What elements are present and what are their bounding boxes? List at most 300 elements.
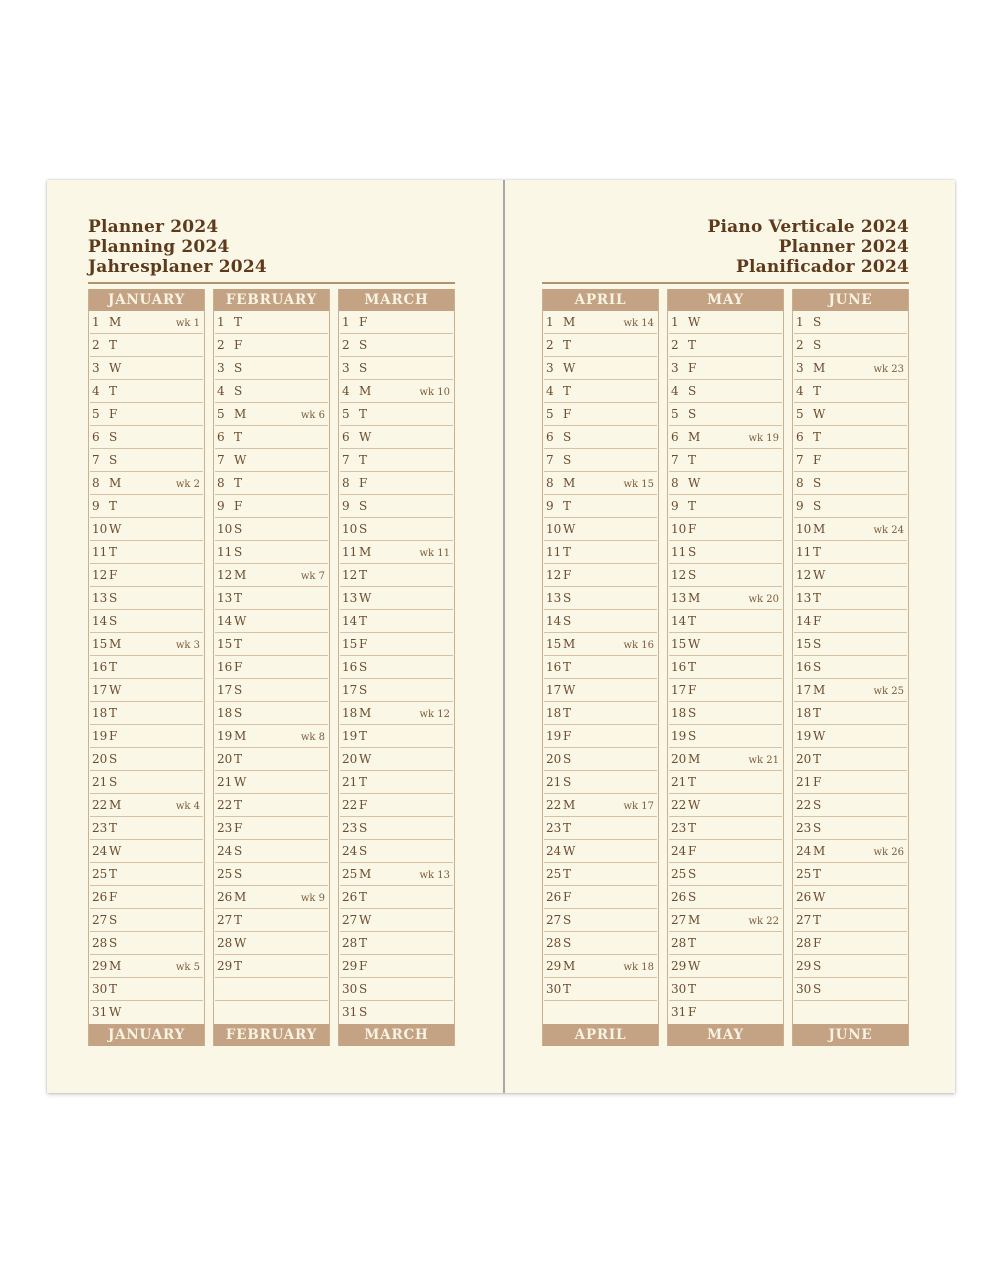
day-letter: T — [109, 821, 118, 835]
day-row — [214, 817, 329, 840]
week-number: wk 5 — [175, 962, 200, 973]
day-letter: S — [813, 476, 822, 490]
day-row — [793, 840, 908, 863]
day-number: 12 — [546, 568, 562, 582]
day-letter: M — [688, 913, 701, 927]
day-row — [668, 656, 783, 679]
day-number: 4 — [342, 384, 350, 398]
day-row — [339, 978, 454, 1001]
page-left — [47, 180, 503, 1093]
day-letter: T — [109, 338, 118, 352]
page-title-block-right — [542, 217, 909, 277]
day-row — [793, 771, 908, 794]
day-row — [89, 472, 204, 495]
day-letter: T — [234, 315, 243, 329]
day-row — [668, 334, 783, 357]
day-letter: S — [688, 890, 697, 904]
day-letter: W — [813, 568, 826, 582]
day-letter: W — [688, 315, 701, 329]
day-number: 4 — [546, 384, 554, 398]
day-number: 20 — [796, 752, 812, 766]
day-number: 26 — [217, 890, 233, 904]
day-number: 6 — [546, 430, 554, 444]
day-letter: S — [688, 706, 697, 720]
day-row — [543, 679, 658, 702]
day-row — [543, 541, 658, 564]
day-row — [668, 357, 783, 380]
week-number: wk 15 — [623, 479, 654, 490]
day-row — [89, 610, 204, 633]
day-number: 9 — [342, 499, 350, 513]
day-row — [668, 587, 783, 610]
day-number: 18 — [342, 706, 358, 720]
day-number: 28 — [217, 936, 233, 950]
day-letter: M — [234, 568, 247, 582]
day-row — [339, 587, 454, 610]
day-row — [89, 380, 204, 403]
day-number: 25 — [671, 867, 687, 881]
day-letter: S — [359, 982, 368, 996]
day-letter: S — [813, 821, 822, 835]
day-letter: M — [688, 430, 701, 444]
day-letter: S — [813, 338, 822, 352]
day-number: 2 — [217, 338, 225, 352]
day-letter: T — [359, 775, 368, 789]
day-letter: W — [234, 936, 247, 950]
day-row — [793, 541, 908, 564]
day-row — [668, 679, 783, 702]
day-number: 25 — [546, 867, 562, 881]
day-letter: T — [234, 913, 243, 927]
day-number: 19 — [217, 729, 233, 743]
day-number: 10 — [92, 522, 108, 536]
week-number: wk 26 — [873, 847, 904, 858]
day-letter: M — [563, 959, 576, 973]
day-letter: M — [688, 752, 701, 766]
day-row — [89, 702, 204, 725]
day-letter: F — [688, 683, 697, 697]
day-letter: S — [813, 982, 822, 996]
day-letter: T — [359, 936, 368, 950]
day-letter: T — [109, 384, 118, 398]
month-footer-band: JUNE — [793, 1024, 908, 1046]
day-row — [543, 610, 658, 633]
day-row — [668, 610, 783, 633]
day-letter: F — [813, 453, 822, 467]
day-number: 8 — [92, 476, 100, 490]
day-letter: M — [563, 315, 576, 329]
day-number: 10 — [342, 522, 358, 536]
day-number: 12 — [796, 568, 812, 582]
day-number: 25 — [217, 867, 233, 881]
day-letter: M — [359, 545, 372, 559]
day-letter: T — [234, 476, 243, 490]
day-row — [668, 633, 783, 656]
day-letter: F — [688, 361, 697, 375]
day-row — [339, 909, 454, 932]
day-number: 26 — [671, 890, 687, 904]
day-row — [668, 725, 783, 748]
day-letter: F — [109, 407, 118, 421]
day-row — [89, 518, 204, 541]
week-number: wk 1 — [175, 318, 200, 329]
day-row — [793, 357, 908, 380]
day-row — [339, 403, 454, 426]
day-number: 12 — [217, 568, 233, 582]
day-letter: T — [234, 959, 243, 973]
day-row — [339, 311, 454, 334]
day-row — [214, 426, 329, 449]
day-number: 15 — [546, 637, 562, 651]
day-row — [214, 449, 329, 472]
page-title-block-left — [88, 217, 455, 277]
day-number: 24 — [342, 844, 358, 858]
day-row — [89, 426, 204, 449]
day-row — [89, 564, 204, 587]
day-letter: S — [688, 729, 697, 743]
day-number: 12 — [342, 568, 358, 582]
day-number: 30 — [342, 982, 358, 996]
day-number: 19 — [546, 729, 562, 743]
week-number: wk 17 — [623, 801, 654, 812]
week-number: wk 20 — [748, 594, 779, 605]
day-number: 28 — [796, 936, 812, 950]
day-row — [793, 679, 908, 702]
day-row — [89, 840, 204, 863]
day-letter: F — [813, 614, 822, 628]
day-number: 5 — [92, 407, 100, 421]
day-number: 21 — [92, 775, 108, 789]
week-number: wk 13 — [419, 870, 450, 881]
day-row — [668, 702, 783, 725]
day-letter: M — [234, 729, 247, 743]
day-letter: T — [813, 384, 822, 398]
day-row — [668, 794, 783, 817]
day-letter: T — [234, 798, 243, 812]
day-number: 9 — [671, 499, 679, 513]
day-letter: W — [813, 729, 826, 743]
day-row — [543, 587, 658, 610]
day-number: 6 — [342, 430, 350, 444]
day-letter: T — [359, 729, 368, 743]
day-number: 3 — [217, 361, 225, 375]
day-number: 1 — [671, 315, 679, 329]
day-letter: F — [234, 338, 243, 352]
day-letter: S — [688, 545, 697, 559]
day-row — [668, 932, 783, 955]
day-number: 24 — [671, 844, 687, 858]
day-number: 23 — [546, 821, 562, 835]
day-row — [793, 794, 908, 817]
day-letter: W — [109, 844, 122, 858]
day-number: 14 — [796, 614, 812, 628]
day-letter: S — [563, 775, 572, 789]
day-row — [543, 357, 658, 380]
day-row — [543, 817, 658, 840]
day-row — [339, 541, 454, 564]
day-letter: T — [563, 821, 572, 835]
day-letter: W — [109, 522, 122, 536]
day-letter: S — [234, 384, 243, 398]
day-number: 21 — [217, 775, 233, 789]
day-row — [214, 380, 329, 403]
day-number: 12 — [671, 568, 687, 582]
day-row — [543, 656, 658, 679]
day-number: 17 — [796, 683, 812, 697]
day-row — [214, 702, 329, 725]
day-row — [339, 932, 454, 955]
day-letter: T — [813, 752, 822, 766]
day-letter: F — [359, 798, 368, 812]
day-letter: S — [109, 453, 118, 467]
day-number: 17 — [546, 683, 562, 697]
day-number: 5 — [671, 407, 679, 421]
day-row — [543, 840, 658, 863]
day-row — [89, 794, 204, 817]
day-row — [214, 748, 329, 771]
week-number: wk 9 — [300, 893, 325, 904]
day-letter: S — [563, 936, 572, 950]
day-letter: M — [109, 798, 122, 812]
day-row — [793, 886, 908, 909]
day-row — [339, 334, 454, 357]
planner-spread — [47, 180, 955, 1093]
day-number: 28 — [342, 936, 358, 950]
day-letter: M — [109, 637, 122, 651]
day-number: 9 — [546, 499, 554, 513]
day-letter: M — [563, 476, 576, 490]
day-number: 2 — [546, 338, 554, 352]
day-number: 13 — [342, 591, 358, 605]
day-number: 1 — [796, 315, 804, 329]
day-number: 9 — [217, 499, 225, 513]
day-number: 19 — [796, 729, 812, 743]
day-letter: W — [563, 844, 576, 858]
day-letter: S — [688, 568, 697, 582]
day-row — [543, 863, 658, 886]
day-row — [668, 564, 783, 587]
day-number: 21 — [671, 775, 687, 789]
day-letter: T — [359, 453, 368, 467]
day-letter: T — [109, 660, 118, 674]
month-rows — [339, 311, 454, 1024]
day-number: 14 — [92, 614, 108, 628]
day-number: 13 — [217, 591, 233, 605]
day-number: 20 — [546, 752, 562, 766]
day-letter: T — [688, 660, 697, 674]
day-letter: F — [359, 959, 368, 973]
day-row — [214, 909, 329, 932]
day-row — [339, 656, 454, 679]
day-letter: T — [234, 430, 243, 444]
title-divider-rule — [542, 282, 909, 284]
day-number: 15 — [92, 637, 108, 651]
day-row — [668, 863, 783, 886]
day-letter: W — [813, 407, 826, 421]
day-row — [214, 334, 329, 357]
day-letter: W — [688, 959, 701, 973]
day-row — [89, 817, 204, 840]
day-letter: S — [359, 499, 368, 513]
day-row — [89, 656, 204, 679]
day-letter: S — [109, 752, 118, 766]
day-letter: F — [234, 821, 243, 835]
day-row — [339, 817, 454, 840]
day-row — [339, 472, 454, 495]
day-letter: S — [563, 614, 572, 628]
day-number: 23 — [671, 821, 687, 835]
day-letter: W — [234, 453, 247, 467]
day-letter: M — [813, 683, 826, 697]
week-number: wk 2 — [175, 479, 200, 490]
day-row — [214, 357, 329, 380]
day-row — [543, 886, 658, 909]
day-number: 4 — [92, 384, 100, 398]
day-number: 15 — [342, 637, 358, 651]
day-row — [668, 518, 783, 541]
day-number: 28 — [92, 936, 108, 950]
day-row — [214, 725, 329, 748]
day-letter: T — [563, 338, 572, 352]
day-letter: M — [813, 844, 826, 858]
day-row — [339, 702, 454, 725]
day-number: 30 — [796, 982, 812, 996]
day-number: 3 — [92, 361, 100, 375]
day-row — [214, 656, 329, 679]
day-letter: T — [109, 706, 118, 720]
day-number: 24 — [217, 844, 233, 858]
day-row — [543, 725, 658, 748]
day-number: 11 — [546, 545, 562, 559]
day-number: 20 — [217, 752, 233, 766]
title-line: Planner 2024 — [88, 217, 219, 237]
day-number: 11 — [671, 545, 687, 559]
day-number: 14 — [217, 614, 233, 628]
day-letter: S — [109, 775, 118, 789]
day-number: 13 — [546, 591, 562, 605]
week-number: wk 6 — [300, 410, 325, 421]
day-number: 11 — [342, 545, 358, 559]
day-number: 8 — [671, 476, 679, 490]
day-row — [543, 449, 658, 472]
day-letter: T — [563, 660, 572, 674]
day-row — [89, 909, 204, 932]
day-row — [339, 610, 454, 633]
day-row — [214, 955, 329, 978]
day-row — [214, 794, 329, 817]
day-number: 3 — [546, 361, 554, 375]
day-number: 5 — [796, 407, 804, 421]
day-letter: T — [109, 545, 118, 559]
day-row — [793, 311, 908, 334]
day-row — [89, 886, 204, 909]
day-number: 5 — [342, 407, 350, 421]
day-row — [339, 1001, 454, 1024]
day-number: 10 — [546, 522, 562, 536]
day-letter: W — [563, 361, 576, 375]
day-number: 15 — [671, 637, 687, 651]
week-number: wk 24 — [873, 525, 904, 536]
page-right — [505, 180, 955, 1093]
day-row — [793, 472, 908, 495]
day-number: 20 — [671, 752, 687, 766]
day-number: 8 — [342, 476, 350, 490]
day-letter: S — [234, 844, 243, 858]
day-letter: T — [234, 637, 243, 651]
day-number: 21 — [796, 775, 812, 789]
day-letter: S — [359, 1005, 368, 1019]
day-letter: S — [234, 706, 243, 720]
day-row — [793, 932, 908, 955]
day-letter: T — [359, 890, 368, 904]
day-row — [793, 449, 908, 472]
day-number: 15 — [217, 637, 233, 651]
week-number: wk 23 — [873, 364, 904, 375]
day-letter: S — [109, 430, 118, 444]
day-letter: S — [359, 338, 368, 352]
day-letter: S — [234, 683, 243, 697]
day-row — [668, 495, 783, 518]
week-number: wk 4 — [175, 801, 200, 812]
day-number: 14 — [671, 614, 687, 628]
day-letter: F — [688, 1005, 697, 1019]
month-footer-band: FEBRUARY — [214, 1024, 329, 1046]
day-letter: M — [563, 798, 576, 812]
day-row — [214, 771, 329, 794]
day-row — [668, 978, 783, 1001]
week-number: wk 16 — [623, 640, 654, 651]
day-row — [793, 380, 908, 403]
day-letter: S — [109, 936, 118, 950]
day-letter: T — [813, 706, 822, 720]
day-number: 29 — [546, 959, 562, 973]
day-letter: M — [359, 384, 372, 398]
day-row — [339, 863, 454, 886]
day-number: 3 — [671, 361, 679, 375]
day-letter: S — [109, 614, 118, 628]
day-number: 29 — [671, 959, 687, 973]
day-row — [668, 472, 783, 495]
day-letter: S — [563, 913, 572, 927]
day-number: 18 — [671, 706, 687, 720]
day-row — [543, 909, 658, 932]
day-letter: M — [234, 890, 247, 904]
day-letter: W — [688, 637, 701, 651]
day-number: 5 — [217, 407, 225, 421]
day-row — [214, 932, 329, 955]
day-letter: F — [234, 499, 243, 513]
day-row — [214, 633, 329, 656]
day-row — [543, 472, 658, 495]
day-number: 14 — [546, 614, 562, 628]
day-letter: W — [688, 476, 701, 490]
day-row — [793, 656, 908, 679]
day-row — [793, 633, 908, 656]
day-number: 2 — [671, 338, 679, 352]
day-letter: W — [813, 890, 826, 904]
day-letter: W — [109, 683, 122, 697]
day-number: 12 — [92, 568, 108, 582]
day-row — [89, 748, 204, 771]
day-number: 16 — [342, 660, 358, 674]
day-letter: T — [359, 568, 368, 582]
day-row — [214, 403, 329, 426]
title-line: Planificador 2024 — [735, 257, 909, 277]
day-row — [793, 334, 908, 357]
day-row — [214, 1001, 329, 1024]
day-letter: W — [359, 913, 372, 927]
month-column-january — [88, 289, 205, 1046]
